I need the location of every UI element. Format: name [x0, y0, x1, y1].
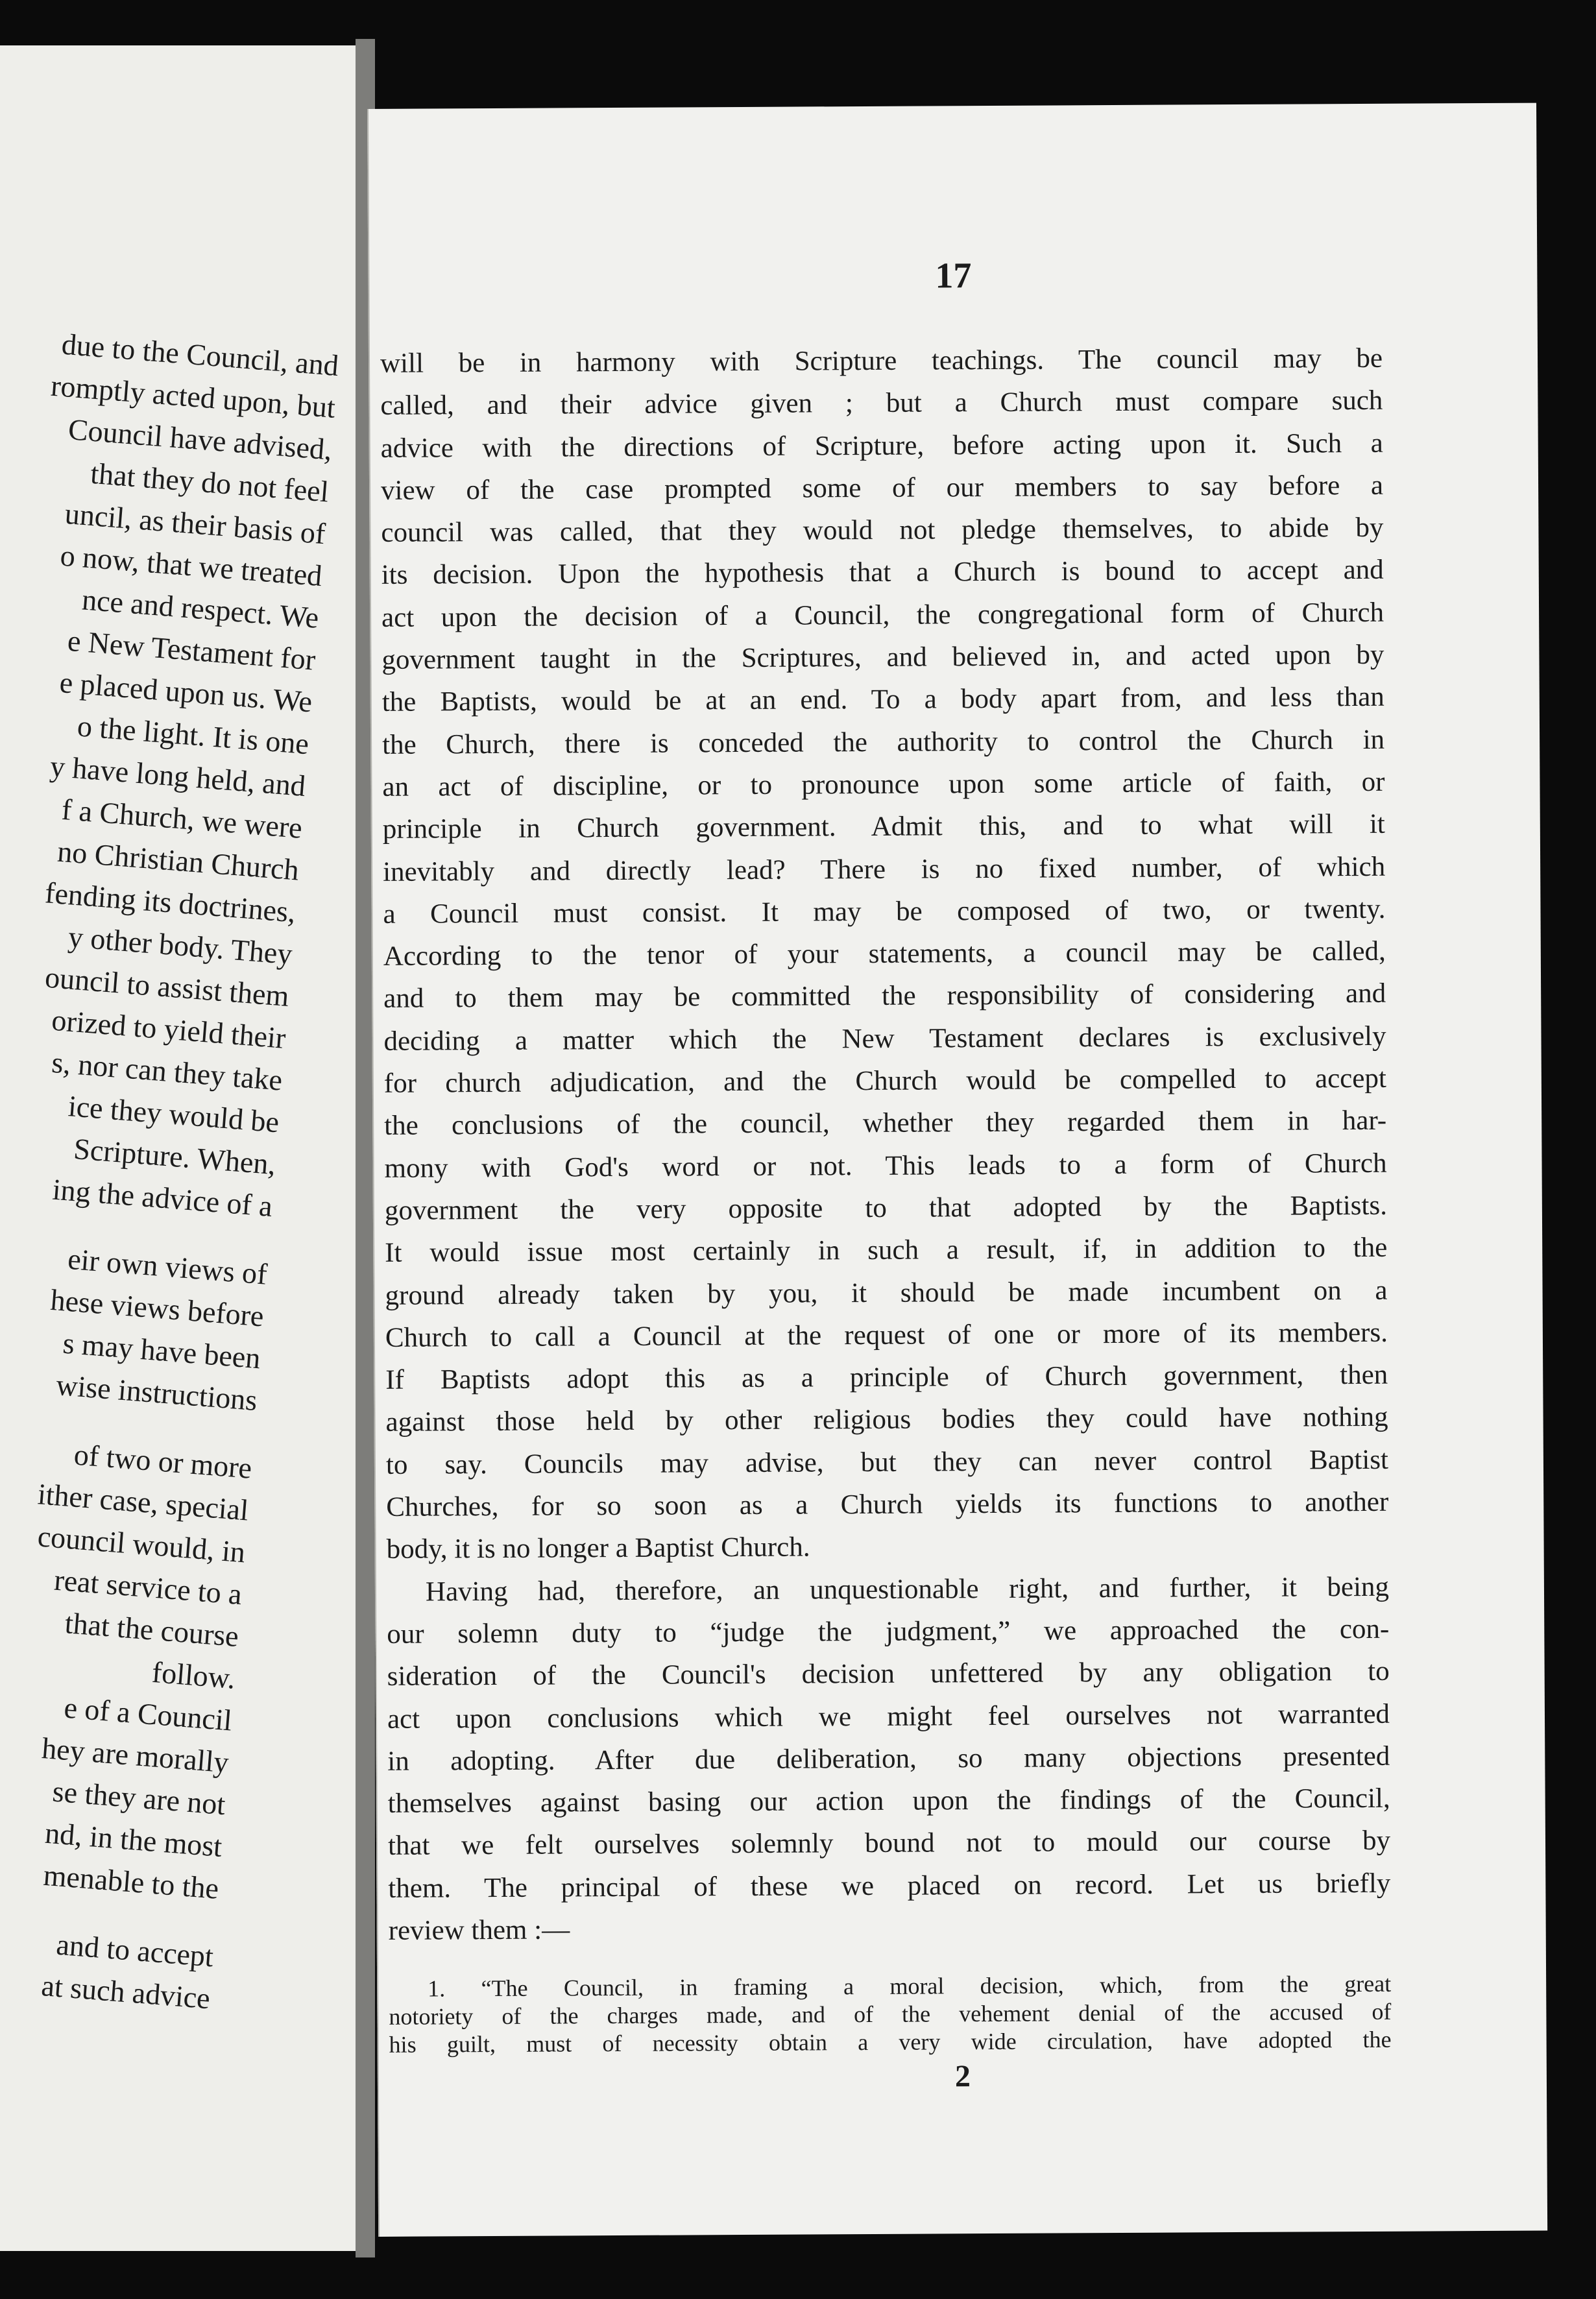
body-line: called, and their advice given ; but a Church must compare such [380, 385, 1383, 422]
body-line: inevitably and directly lead? There is no fixed number, of which [383, 851, 1386, 887]
left-page-line: ice they would be [67, 1089, 281, 1139]
left-page-line: eir own views of [66, 1242, 269, 1291]
body-line: its decision. Upon the hypothesis that a Church is bound to accept and [381, 555, 1384, 591]
left-page-line: nce and respect. We [80, 583, 320, 634]
body-line: them. The principal of these we placed on record. Let us briefly [388, 1868, 1391, 1904]
left-page-line: at such advice [40, 1969, 212, 2016]
left-page-line: wise instructions [54, 1367, 259, 1417]
left-page-line: no Christian Church [56, 834, 300, 887]
left-page-line: e placed upon us. We [58, 666, 314, 719]
left-page-line: y other body. They [67, 920, 294, 971]
left-page-line: ither case, special [36, 1477, 250, 1527]
body-line: government taught in the Scriptures, and believed in, and acted upon by [381, 639, 1384, 675]
body-line: act upon conclusions which we might feel ourselves not warranted [387, 1698, 1390, 1735]
left-page-line: hese views before [49, 1282, 265, 1333]
right-page [367, 103, 1547, 2237]
left-page-line: romptly acted upon, but [49, 368, 337, 424]
footnote-line: his guilt, must of necessity obtain a very wide circulation, have adopted the [389, 2026, 1392, 2058]
left-page-line: s may have been [62, 1326, 262, 1375]
signature-mark: 2 [954, 2059, 971, 2094]
body-line: If Baptists adopt this as a principle of Church government, then [385, 1359, 1388, 1396]
left-page-line: s, nor can they take [50, 1045, 284, 1097]
footnote-line: notoriety of the charges made, and of the vehement denial of the accused of [389, 1998, 1392, 2030]
body-line: advice with the directions of Scripture, before acting upon it. Such a [380, 427, 1383, 464]
left-page-line: council would, in [36, 1519, 247, 1569]
body-line: view of the case prompted some of our members to say before a [380, 470, 1384, 506]
body-text [380, 337, 1391, 1952]
left-page-line: se they are not [51, 1774, 227, 1822]
left-page-text [0, 318, 361, 2021]
left-page-line: follow. [151, 1655, 237, 1695]
left-page-line: nd, in the most [43, 1816, 224, 1864]
left-page-line: reat service to a [53, 1563, 243, 1611]
left-page-line: Scripture. When, [72, 1131, 277, 1181]
left-page [0, 45, 361, 2251]
left-page-line: fending its doctrines, [43, 876, 297, 929]
body-line: our solemn duty to “judge the judgment,” we approached the con- [387, 1613, 1390, 1650]
footnote-line: 1. “The Council, in framing a moral decision, which, from the great [428, 1970, 1392, 2002]
body-line: Churches, for so soon as a Church yields its functions to another [386, 1486, 1389, 1523]
body-line: an act of discipline, or to pronounce upon some article of faith, or [382, 766, 1385, 802]
body-line: sideration of the Council's decision unfettered by any obligation to [387, 1655, 1390, 1692]
body-line: for church adjudication, and the Church would be compelled to accept [383, 1063, 1386, 1099]
body-line: deciding a matter which the New Testament declares is exclusively [383, 1020, 1386, 1057]
left-page-line: o now, that we treated [59, 538, 324, 593]
left-page-line: Council have advised, [67, 412, 333, 466]
left-page-line: uncil, as their basis of [64, 496, 327, 551]
body-line: principle in Church government. Admit this, and to what will it [382, 809, 1385, 845]
left-page-line: of two or more [73, 1438, 254, 1485]
body-line: the Baptists, would be at an end. To a body apart from, and less than [381, 682, 1384, 718]
body-line: to say. Councils may advise, but they can never control Baptist [385, 1444, 1389, 1480]
body-line: themselves against basing our action upon the findings of the Council, [387, 1783, 1390, 1819]
body-line: It would issue most certainly in such a result, if, in addition to the [385, 1233, 1388, 1269]
left-page-line: that they do not feel [89, 456, 330, 509]
left-page-line: o the light. It is one [76, 709, 310, 761]
body-line: mony with God's word or not. This leads to a form of Church [384, 1148, 1387, 1184]
body-line: review them :— [388, 1914, 570, 1946]
left-page-line: due to the Council, and [60, 327, 340, 383]
body-line: the Church, there is conceded the authority to control the Church in [382, 724, 1385, 760]
left-page-line: e of a Council [62, 1691, 234, 1737]
left-page-line: y have long held, and [49, 749, 307, 803]
body-line: Church to call a Council at the request of one or more of its members. [385, 1317, 1388, 1353]
left-page-line: menable to the [42, 1858, 221, 1905]
body-line: council was called, that they would not pledge themselves, to abide by [381, 512, 1384, 549]
body-line: Having had, therefore, an unquestionable right, and further, it being [425, 1571, 1390, 1607]
body-line: According to the tenor of your statements, a council may be called, [383, 935, 1386, 972]
left-page-line: e New Testament for [66, 623, 317, 677]
left-page-line: and to accept [54, 1927, 215, 1973]
left-page-line: orized to yield their [50, 1003, 287, 1055]
body-line: against those held by other religious bodies they could have nothing [385, 1402, 1388, 1438]
body-line: and to them may be committed the responsibility of considering and [383, 978, 1386, 1015]
body-line: act upon the decision of a Council, the congregational form of Church [381, 597, 1384, 633]
body-line: body, it is no longer a Baptist Church. [386, 1532, 810, 1565]
left-page-line: ing the advice of a [51, 1172, 274, 1223]
page-number: 17 [935, 256, 972, 296]
body-line: in adopting. After due deliberation, so many objections presented [387, 1740, 1390, 1777]
body-line: ground already taken by you, it should be made incumbent on a [385, 1275, 1388, 1311]
body-line: that we felt ourselves solemnly bound not to mould our course by [387, 1825, 1391, 1862]
body-line: will be in harmony with Scripture teachings. The council may be [380, 343, 1383, 379]
left-page-line: that the course [64, 1606, 240, 1654]
left-page-line: ouncil to assist them [43, 960, 291, 1013]
body-line: the conclusions of the council, whether they regarded them in har- [384, 1105, 1387, 1142]
left-page-line: hey are morally [40, 1731, 230, 1779]
footnote-text [389, 1970, 1392, 2059]
body-line: government the very opposite to that adopted by the Baptists. [384, 1190, 1387, 1226]
body-line: a Council must consist. It may be composed of two, or twenty. [383, 893, 1386, 930]
left-page-line: f a Church, we were [60, 792, 304, 845]
